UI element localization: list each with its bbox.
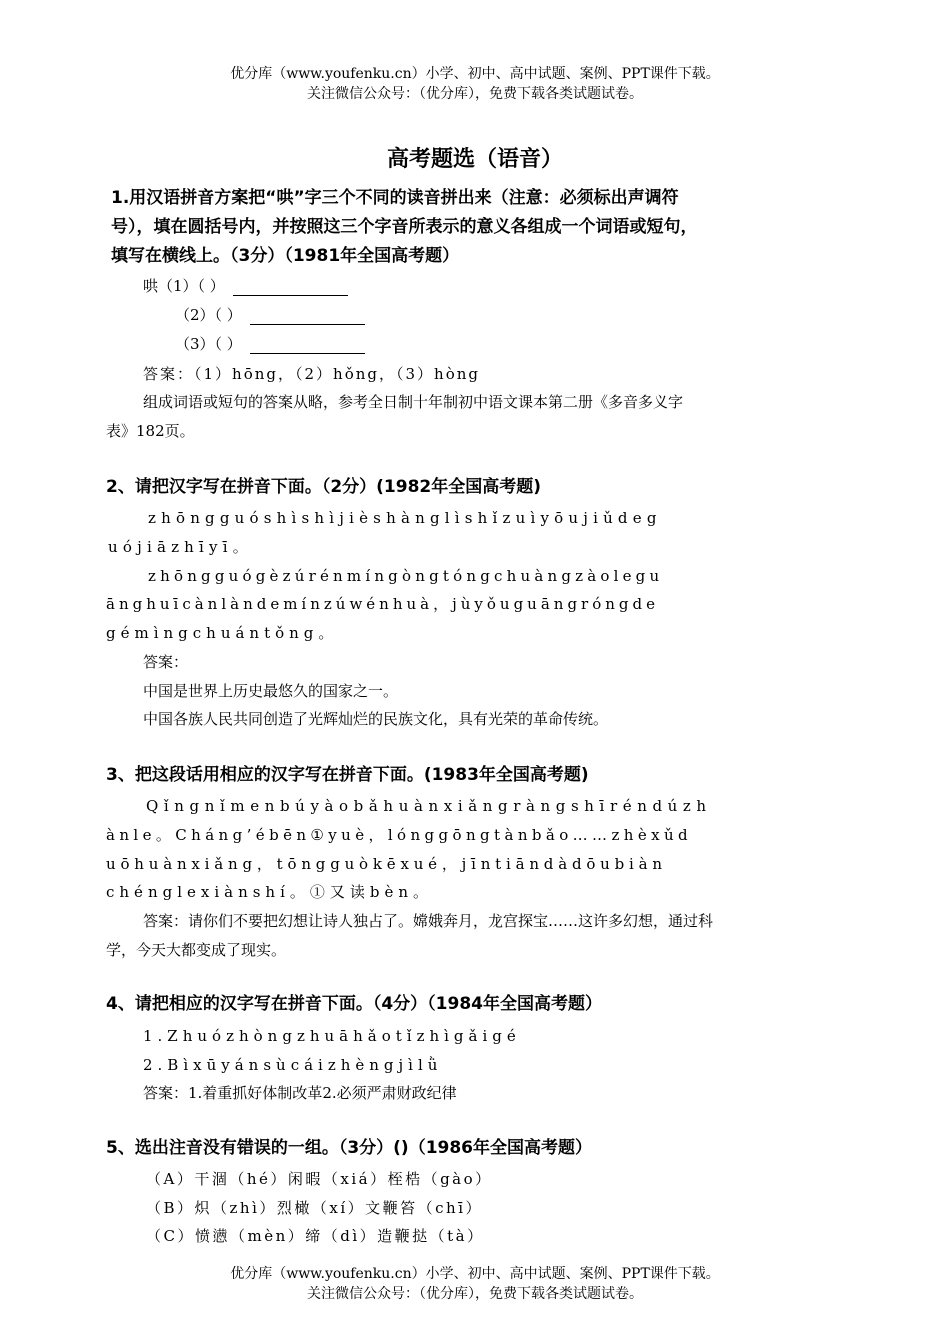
q1-blank-row-2 bbox=[175, 305, 365, 325]
answer-blank-line bbox=[233, 281, 348, 296]
q5-option-b: （B）炽（zhì）烈橄（xí）文鞭笞（chī） bbox=[146, 1199, 484, 1217]
q2-pinyin-5: gémìngchuántǒng。 bbox=[106, 624, 339, 642]
q3-pinyin-1: Qǐngnǐmenbúyàobǎhuànxiǎngràngshīréndúzh bbox=[146, 797, 712, 815]
footer-line-2: 关注微信公众号：（优分库），免费下载各类试题试卷。 bbox=[307, 1286, 643, 1302]
q3-answer-2: 学，今天大都变成了现实。 bbox=[106, 941, 287, 959]
q1-note-2: 表》182页。 bbox=[106, 422, 195, 440]
q1-blank-row-1 bbox=[143, 276, 348, 296]
q1-blank-label-1: 哄（1）（ ） bbox=[143, 277, 225, 295]
page-footer bbox=[0, 1264, 950, 1304]
q2-pinyin-2: uójiāzhīyī。 bbox=[108, 538, 253, 556]
q5-option-c: （C）愤懑（mèn）缔（dì）造鞭挞（tà） bbox=[146, 1227, 485, 1245]
q1-blank-row-3 bbox=[175, 334, 365, 354]
q2-answer-1: 中国是世界上历史最悠久的国家之一。 bbox=[143, 682, 399, 700]
q2-pinyin-4: ānghuīcànlàndemínzúwénhuà，jùyǒuguāngróngde bbox=[106, 595, 659, 613]
q3-heading: 3、把这段话用相应的汉字写在拼音下面。(1983年全国高考题) bbox=[106, 765, 589, 785]
q1-blank-label-3: （3）（ ） bbox=[175, 335, 242, 353]
q1-note-1: 组成词语或短句的答案从略，参考全日制十年制初中语文课本第二册《多音多义字 bbox=[143, 393, 684, 411]
q2-answer-2: 中国各族人民共同创造了光辉灿烂的民族文化，具有光荣的革命传统。 bbox=[143, 710, 609, 728]
page-title: 高考题选（语音） bbox=[386, 147, 563, 172]
answer-blank-line bbox=[250, 339, 365, 354]
header-line-2: 关注微信公众号：（优分库），免费下载各类试题试卷。 bbox=[307, 86, 643, 102]
footer-line-1: 优分库（www.youfenku.cn）小学、初中、高中试题、案例、PPT课件下载。 bbox=[230, 1266, 720, 1282]
q5-heading: 5、选出注音没有错误的一组。（3分）()（1986年全国高考题） bbox=[106, 1138, 593, 1158]
q3-pinyin-3: uōhuànxiǎng，tōngguòkēxué，jīntiāndàdōubiàn bbox=[106, 855, 667, 873]
header-line-1: 优分库（www.youfenku.cn）小学、初中、高中试题、案例、PPT课件下载。 bbox=[230, 66, 720, 82]
q4-item-1: 1.Zhuózhòngzhuāhǎotǐzhìgǎigé bbox=[143, 1027, 521, 1045]
q2-answer-label: 答案： bbox=[143, 653, 189, 671]
q1-line-1: 1.用汉语拼音方案把“哄”字三个不同的读音拼出来（注意：必须标出声调符 bbox=[111, 188, 679, 208]
page-header bbox=[0, 64, 950, 104]
q3-pinyin-4: chénglexiànshí。①又读bèn。 bbox=[106, 883, 434, 901]
q5-option-a: （A）干涸（hé）闲暇（xiá）桎梏（gào） bbox=[146, 1170, 493, 1188]
q4-heading: 4、请把相应的汉字写在拼音下面。（4分）（1984年全国高考题） bbox=[106, 994, 602, 1014]
q2-pinyin-1: zhōngguóshìshìjièshànglìshǐzuìyōujiǔdeg bbox=[148, 509, 662, 527]
q2-pinyin-3: zhōngguógèzúrénmíngòngtóngchuàngzàolegu bbox=[148, 567, 664, 585]
q3-answer-1: 答案：请你们不要把幻想让诗人独占了。嫦娥奔月，龙宫探宝……这许多幻想，通过科 bbox=[143, 912, 714, 930]
q4-item-2: 2.Bìxūyánsùcáizhèngjìlǜ bbox=[143, 1056, 443, 1074]
q4-answer: 答案：1.着重抓好体制改革2.必须严肃财政纪律 bbox=[143, 1084, 457, 1102]
q3-pinyin-2: ànle。Cháng’ébēn①yuè，lónggōngtànbǎo……zhèxǔd bbox=[106, 826, 693, 844]
q2-heading: 2、请把汉字写在拼音下面。（2分）(1982年全国高考题) bbox=[106, 477, 542, 497]
answer-blank-line bbox=[250, 310, 365, 325]
q1-blank-label-2: （2）（ ） bbox=[175, 306, 242, 324]
q1-answer: 答案：（1）hōng，（2）hǒng，（3）hòng bbox=[143, 365, 480, 383]
q1-line-3: 填写在横线上。（3分）（1981年全国高考题） bbox=[111, 246, 460, 266]
q1-line-2: 号），填在圆括号内，并按照这三个字音所表示的意义各组成一个词语或短句， bbox=[111, 217, 698, 237]
